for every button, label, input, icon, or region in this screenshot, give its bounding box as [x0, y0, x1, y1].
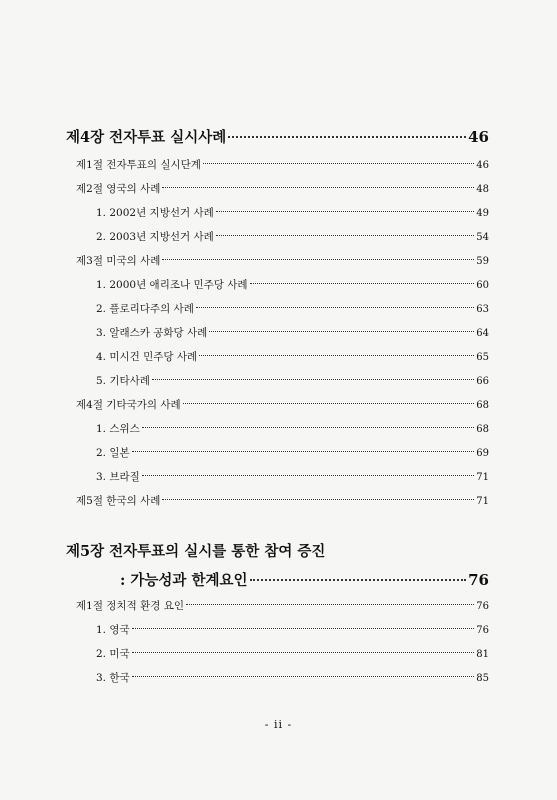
page-footer-number: - ii - [264, 718, 293, 731]
toc-label: 제1절 정치적 환경 요인 [76, 600, 184, 612]
dot-leader [132, 652, 475, 653]
toc-label: 3. 알래스카 공화당 사례 [96, 327, 208, 339]
toc-page-number: 54 [476, 232, 489, 243]
toc-page-number: 76 [476, 625, 489, 636]
toc-page-number: 68 [476, 424, 489, 435]
toc-label: 제3절 미국의 사례 [76, 255, 161, 267]
toc-label: 제1절 전자투표의 실시단계 [76, 159, 201, 171]
toc-item-4-2-1[interactable] [96, 205, 489, 220]
toc-label: 2. 미국 [96, 648, 130, 660]
toc-page-number: 59 [476, 256, 489, 267]
dot-leader [142, 427, 474, 428]
toc-item-4-3-3[interactable] [96, 325, 489, 340]
toc-section-4-3[interactable] [76, 253, 489, 268]
dot-leader [132, 451, 475, 452]
dot-leader [162, 187, 474, 188]
toc-label: 2. 일본 [96, 447, 130, 459]
toc-item-5-1-1[interactable] [96, 622, 489, 637]
dot-leader [203, 163, 474, 164]
dot-leader [250, 579, 467, 581]
toc-section-5-1[interactable] [76, 598, 489, 613]
toc-item-4-4-1[interactable] [96, 421, 489, 436]
toc-label: : 가능성과 한계요인 [120, 572, 248, 589]
toc-label: 1. 스위스 [96, 423, 140, 435]
toc-item-4-3-1[interactable] [96, 277, 489, 292]
toc-page-number: 60 [476, 280, 489, 291]
toc-label: 1. 2000년 애리조나 민주당 사례 [96, 279, 248, 291]
toc-page-number: 49 [476, 208, 489, 219]
toc-page-number: 68 [476, 400, 489, 411]
toc-page-number: 76 [468, 571, 489, 589]
toc-page-number: 76 [476, 601, 489, 612]
dot-leader [152, 379, 474, 380]
toc-label: 2. 플로리다주의 사례 [96, 303, 194, 315]
dot-leader [183, 403, 475, 404]
dot-leader [216, 235, 475, 236]
dot-leader [132, 628, 475, 629]
toc-page-number: 46 [476, 160, 489, 171]
toc-page-number: 65 [476, 352, 489, 363]
dot-leader [196, 307, 474, 308]
toc-label: 3. 한국 [96, 672, 130, 684]
toc-label: 1. 영국 [96, 624, 130, 636]
dot-leader [250, 283, 475, 284]
toc-item-4-4-3[interactable] [96, 469, 489, 484]
toc-label: 4. 미시건 민주당 사례 [96, 351, 198, 363]
toc-item-4-2-2[interactable] [96, 229, 489, 244]
dot-leader [132, 676, 475, 677]
toc-section-4-1[interactable] [76, 157, 489, 172]
toc-section-4-4[interactable] [76, 397, 489, 412]
dot-leader [162, 259, 474, 260]
toc-section-4-5[interactable] [76, 493, 489, 508]
dot-leader [162, 499, 474, 500]
toc-label: 제4절 기타국가의 사례 [76, 399, 181, 411]
toc-label: 2. 2003년 지방선거 사례 [96, 231, 214, 243]
dot-leader [228, 136, 466, 138]
dot-leader [216, 211, 475, 212]
toc-page-number: 63 [476, 304, 489, 315]
toc-label: 3. 브라질 [96, 471, 140, 483]
toc-item-5-1-2[interactable] [96, 646, 489, 661]
toc-page-number: 46 [468, 128, 489, 146]
toc-label: 제2절 영국의 사례 [76, 183, 161, 195]
toc-item-4-3-5[interactable] [96, 373, 489, 388]
toc-label: 제5절 한국의 사례 [76, 495, 161, 507]
dot-leader [186, 604, 474, 605]
toc-page-number: 69 [476, 448, 489, 459]
toc-section-4-2[interactable] [76, 181, 489, 196]
toc-label: 1. 2002년 지방선거 사례 [96, 207, 214, 219]
toc-page-number: 85 [476, 673, 489, 684]
toc-chapter-5-title: 제5장 전자투표의 실시를 통한 참여 증진 [66, 543, 326, 560]
toc-page-number: 71 [476, 472, 489, 483]
toc-chapter-4[interactable] [66, 126, 489, 147]
toc-item-4-3-2[interactable] [96, 301, 489, 316]
toc-page-number: 81 [476, 649, 489, 660]
toc-chapter-5[interactable] [120, 569, 489, 590]
toc-page-number: 48 [476, 184, 489, 195]
dot-leader [209, 331, 474, 332]
toc-item-4-3-4[interactable] [96, 349, 489, 364]
toc-item-5-1-3[interactable] [96, 670, 489, 685]
toc-label: 5. 기타사례 [96, 375, 150, 387]
toc-page-number: 66 [476, 376, 489, 387]
toc-page-number: 64 [476, 328, 489, 339]
toc-page-number: 71 [476, 496, 489, 507]
dot-leader [142, 475, 474, 476]
toc-label: 제4장 전자투표 실시사례 [66, 129, 227, 146]
toc-item-4-4-2[interactable] [96, 445, 489, 460]
dot-leader [199, 355, 474, 356]
